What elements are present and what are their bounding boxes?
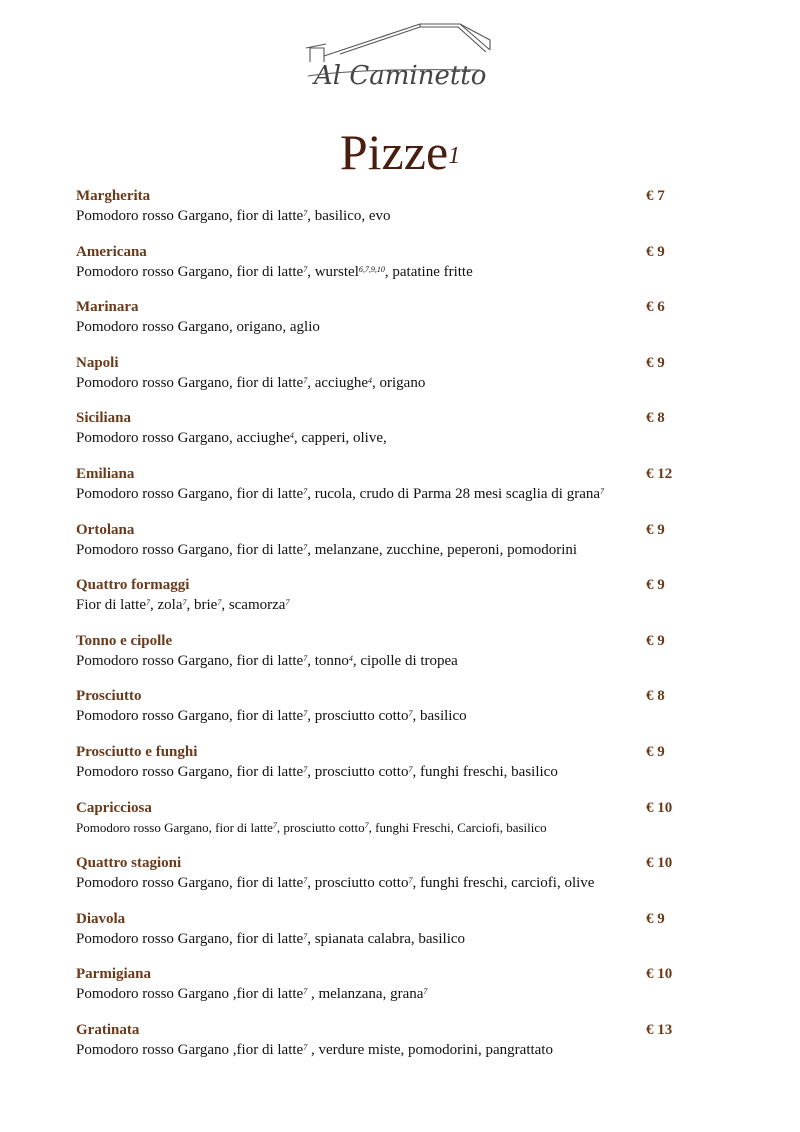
description-text: Pomodoro rosso Gargano, fior di latte [76, 763, 304, 780]
allergen-footnote: 7 [303, 264, 308, 274]
description-text: Pomodoro rosso Gargano, origano, aglio [76, 319, 320, 336]
description-text: Pomodoro rosso Gargano, fior di latte [76, 541, 304, 558]
menu-item [76, 520, 696, 576]
menu-item-price: € 9 [646, 743, 665, 760]
menu-item [76, 186, 696, 242]
allergen-footnote: 4 [289, 431, 294, 441]
description-text: , prosciutto cotto [276, 819, 365, 835]
menu-item [76, 964, 696, 1020]
menu-item-description [76, 373, 696, 393]
menu-item-description [76, 929, 696, 949]
description-text: , spianata calabra, basilico [307, 930, 466, 947]
logo-text: Al Caminetto [314, 61, 487, 91]
allergen-footnote: 7 [272, 820, 277, 830]
restaurant-logo [300, 18, 500, 100]
description-text: , acciughe [307, 374, 369, 391]
allergen-footnote: 7 [303, 653, 308, 663]
description-text: Pomodoro rosso Gargano ,fior di latte [76, 1041, 304, 1058]
allergen-footnote: 7 [364, 820, 369, 830]
menu-item [76, 408, 696, 464]
allergen-footnote: 7 [303, 931, 308, 941]
menu-item-name: Quattro formaggi [76, 577, 190, 594]
description-text: , basilico, evo [307, 208, 391, 224]
description-text: Pomodoro rosso Gargano, fior di latte [76, 819, 273, 835]
menu-item-name: Prosciutto [76, 688, 142, 705]
description-text: , prosciutto cotto [307, 875, 409, 892]
menu-item-name: Tonno e cipolle [76, 632, 173, 649]
allergen-footnote: 7 [303, 987, 308, 997]
allergen-footnote: 7 [303, 764, 308, 774]
allergen-footnote: 7 [423, 987, 428, 997]
description-text: Pomodoro rosso Gargano, fior di latte [76, 263, 304, 280]
menu-item-price: € 9 [646, 243, 665, 260]
menu-item [76, 909, 696, 965]
description-text: , basilico [412, 708, 467, 725]
menu-item-name: Marinara [76, 299, 139, 316]
menu-item-description [76, 484, 696, 504]
description-text: , brie [186, 597, 218, 614]
description-text: Pomodoro rosso Gargano, acciughe [76, 430, 290, 447]
menu-item [76, 353, 696, 409]
menu-item [76, 853, 696, 909]
menu-item-price: € 9 [646, 577, 665, 594]
menu-item-description [76, 1040, 696, 1060]
description-text: , funghi Freschi, Carciofi, basilico [368, 819, 547, 835]
description-text: , melanzane, zucchine, peperoni, pomodorini [307, 541, 578, 558]
menu-item-name: Americana [76, 243, 147, 260]
menu-item-price: € 6 [646, 299, 665, 316]
menu-item-price: € 8 [646, 688, 665, 705]
pizza-menu-list [76, 186, 696, 1076]
page-title [0, 122, 800, 182]
description-text: Pomodoro rosso Gargano, fior di latte [76, 374, 304, 391]
menu-item-description [76, 984, 696, 1004]
menu-item-name: Ortolana [76, 521, 135, 538]
allergen-footnote: 7 [146, 598, 150, 608]
allergen-footnote: 7 [303, 542, 308, 552]
menu-item-price: € 12 [646, 465, 673, 482]
menu-item-price: € 8 [646, 410, 665, 427]
description-text: , patatine fritte [384, 263, 473, 280]
menu-item-price: € 9 [646, 910, 665, 927]
menu-item-name: Quattro stagioni [76, 855, 182, 872]
allergen-footnote: 7 [600, 486, 605, 496]
title-footnote: 1 [448, 143, 461, 169]
menu-item-name: Margherita [76, 188, 151, 204]
menu-item-name: Gratinata [76, 1021, 140, 1038]
description-text: , origano [372, 374, 426, 391]
description-text: , prosciutto cotto [307, 763, 409, 780]
menu-item-price: € 9 [646, 521, 665, 538]
menu-item-price: € 10 [646, 855, 673, 872]
allergen-footnote: 7 [303, 709, 308, 719]
menu-item-description [76, 706, 696, 726]
allergen-footnote: 7 [303, 1042, 308, 1052]
description-text: Pomodoro rosso Gargano, fior di latte [76, 208, 304, 224]
description-text: , zola [150, 597, 183, 614]
allergen-footnote: 4 [368, 375, 373, 385]
menu-item-description [76, 428, 696, 448]
menu-item-description [76, 540, 696, 560]
allergen-footnote: 7 [303, 209, 308, 218]
menu-item-name: Napoli [76, 354, 119, 371]
description-text: Pomodoro rosso Gargano, fior di latte [76, 875, 304, 892]
allergen-footnote: 7 [303, 486, 308, 496]
menu-item-description [76, 651, 696, 671]
allergen-footnote: 7 [217, 598, 222, 608]
menu-item-description [76, 262, 696, 282]
menu-item [76, 242, 696, 298]
menu-item-description [76, 595, 696, 615]
description-text: , verdure miste, pomodorini, pangrattato [307, 1041, 553, 1058]
allergen-footnote: 7 [182, 598, 187, 608]
allergen-footnote: 7 [408, 709, 413, 719]
menu-item-name: Emiliana [76, 465, 135, 482]
description-text: , capperi, olive, [293, 430, 387, 447]
menu-item [76, 1020, 696, 1076]
menu-item-description [76, 818, 696, 838]
description-text: Pomodoro rosso Gargano, fior di latte [76, 652, 304, 669]
menu-item-price: € 10 [646, 966, 673, 983]
title-text: Pizze [339, 124, 449, 180]
menu-item [76, 686, 696, 742]
menu-item-description [76, 873, 696, 893]
description-text: , wurstel [307, 263, 359, 280]
allergen-footnote: 7 [303, 375, 308, 385]
allergen-footnote: 7 [408, 876, 413, 886]
menu-item-description [76, 317, 696, 337]
menu-item-description [76, 206, 696, 226]
menu-item [76, 575, 696, 631]
description-text: , melanzana, grana [307, 986, 424, 1003]
menu-item-name: Siciliana [76, 410, 132, 427]
menu-item-price: € 13 [646, 1021, 673, 1038]
menu-item [76, 464, 696, 520]
menu-item-price: € 10 [646, 799, 673, 816]
description-text: , cipolle di tropea [352, 652, 458, 669]
allergen-footnote: 7 [285, 598, 290, 608]
description-text: Pomodoro rosso Gargano, fior di latte [76, 708, 304, 725]
description-text: , funghi freschi, basilico [412, 763, 558, 780]
menu-item-name: Capricciosa [76, 799, 152, 816]
menu-item-price: € 9 [646, 354, 665, 371]
menu-item-name: Diavola [76, 910, 126, 927]
menu-item-name: Prosciutto e funghi [76, 743, 198, 760]
menu-item [76, 297, 696, 353]
description-text: Pomodoro rosso Gargano, fior di latte [76, 485, 304, 502]
description-text: , funghi freschi, carciofi, olive [412, 875, 595, 892]
description-text: , tonno [307, 652, 349, 669]
menu-item-description [76, 762, 696, 782]
description-text: Pomodoro rosso Gargano ,fior di latte [76, 986, 304, 1003]
allergen-footnote: 7 [408, 764, 413, 774]
menu-item [76, 742, 696, 798]
logo-roof-graphic [300, 18, 500, 100]
menu-item-name: Parmigiana [76, 966, 151, 983]
description-text: , prosciutto cotto [307, 708, 409, 725]
allergen-footnote: 6,7,9,10 [358, 264, 385, 274]
menu-item-price: € 7 [646, 188, 665, 204]
description-text: Pomodoro rosso Gargano, fior di latte [76, 930, 304, 947]
allergen-footnote: 7 [303, 876, 308, 886]
description-text: , scamorza [221, 597, 286, 614]
menu-item [76, 798, 696, 854]
menu-item [76, 631, 696, 687]
description-text: , rucola, crudo di Parma 28 mesi scaglia di grana [307, 485, 601, 502]
menu-item-price: € 9 [646, 632, 665, 649]
description-text: Fior di latte [76, 597, 146, 614]
allergen-footnote: 4 [348, 653, 353, 663]
